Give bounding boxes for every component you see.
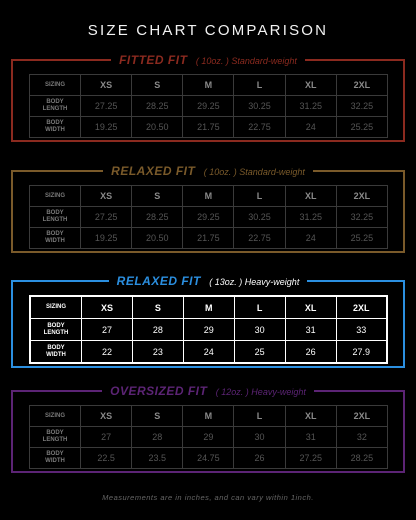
body-length-row [30,427,388,448]
size-m: M [183,296,234,319]
size-m: M [183,75,234,96]
width-s: 23 [132,341,183,364]
sizing-label: SIZING [30,406,81,427]
body-width-label: BODY WIDTH [30,341,82,364]
size-s: S [132,296,183,319]
size-s: S [132,406,183,427]
sizes-header-row [30,186,388,207]
length-m: 29 [183,427,234,448]
length-m: 29.25 [183,207,234,228]
length-2xl: 33 [336,319,387,341]
section-weight-note: ( 10oz. ) Standard-weight [203,167,305,177]
length-xs: 27.25 [81,207,132,228]
section-weight-note: ( 12oz. ) Heavy-weight [215,387,306,397]
relaxed-fit-standard-section [11,164,405,253]
size-table [29,185,388,249]
size-xs: XS [81,186,132,207]
size-2xl: 2XL [336,186,387,207]
length-l: 30 [234,427,285,448]
body-width-label: BODY WIDTH [30,117,81,138]
size-table [29,295,388,364]
length-2xl: 32.25 [336,96,387,117]
width-2xl: 25.25 [336,228,387,249]
length-2xl: 32.25 [336,207,387,228]
length-s: 28.25 [132,207,183,228]
size-m: M [183,186,234,207]
body-length-row [30,207,388,228]
width-xs: 19.25 [81,228,132,249]
body-width-row [30,341,387,364]
length-xl: 31.25 [285,207,336,228]
oversized-fit-section [11,384,405,473]
size-xs: XS [82,296,133,319]
length-s: 28.25 [132,96,183,117]
length-s: 28 [132,427,183,448]
size-xl: XL [285,186,336,207]
length-xl: 31 [285,319,336,341]
size-2xl: 2XL [336,406,387,427]
body-length-label: BODY LENGTH [30,96,81,117]
sizing-label: SIZING [30,296,82,319]
page-title: SIZE CHART COMPARISON [87,22,329,39]
width-l: 26 [234,448,285,469]
width-l: 25 [234,341,285,364]
size-xl: XL [285,406,336,427]
size-xl: XL [285,75,336,96]
length-l: 30 [234,319,285,341]
sizes-header-row [30,406,388,427]
size-xs: XS [81,75,132,96]
width-xl: 24 [285,228,336,249]
width-m: 21.75 [183,228,234,249]
width-m: 24.75 [183,448,234,469]
length-xs: 27 [81,427,132,448]
size-l: L [234,186,285,207]
measurement-disclaimer: Measurements are in inches, and can vary within 1inch. [102,493,314,502]
body-width-label: BODY WIDTH [30,228,81,249]
fitted-fit-section [11,53,405,142]
size-2xl: 2XL [336,296,387,319]
size-l: L [234,75,285,96]
width-xl: 27.25 [285,448,336,469]
width-s: 23.5 [132,448,183,469]
body-length-label: BODY LENGTH [30,207,81,228]
width-l: 22.75 [234,117,285,138]
width-xl: 26 [285,341,336,364]
sizing-label: SIZING [30,186,81,207]
size-l: L [234,296,285,319]
body-width-row [30,117,388,138]
size-2xl: 2XL [336,75,387,96]
sizes-header-row [30,296,387,319]
width-xs: 19.25 [81,117,132,138]
length-l: 30.25 [234,207,285,228]
width-l: 22.75 [234,228,285,249]
size-table [29,74,388,138]
section-title: FITTED FIT [119,53,188,67]
body-width-label: BODY WIDTH [30,448,81,469]
section-weight-note: ( 10oz. ) Standard-weight [195,56,297,66]
width-2xl: 28.25 [336,448,387,469]
length-m: 29.25 [183,96,234,117]
body-width-row [30,228,388,249]
size-s: S [132,75,183,96]
body-length-row [30,319,387,341]
length-xs: 27.25 [81,96,132,117]
width-s: 20.50 [132,228,183,249]
section-title: RELAXED FIT [111,164,196,178]
width-2xl: 25.25 [336,117,387,138]
section-title: RELAXED FIT [116,274,201,288]
relaxed-fit-heavy-section [11,274,405,368]
size-xl: XL [285,296,336,319]
width-2xl: 27.9 [336,341,387,364]
width-m: 24 [183,341,234,364]
size-l: L [234,406,285,427]
body-length-label: BODY LENGTH [30,319,82,341]
length-xs: 27 [82,319,133,341]
width-xl: 24 [285,117,336,138]
length-s: 28 [132,319,183,341]
length-xl: 31.25 [285,96,336,117]
width-m: 21.75 [183,117,234,138]
width-xs: 22 [82,341,133,364]
length-l: 30.25 [234,96,285,117]
size-s: S [132,186,183,207]
section-weight-note: ( 13oz. ) Heavy-weight [209,277,300,287]
width-xs: 22.5 [81,448,132,469]
size-table [29,405,388,469]
length-m: 29 [183,319,234,341]
body-width-row [30,448,388,469]
section-title: OVERSIZED FIT [110,384,208,398]
sizes-header-row [30,75,388,96]
width-s: 20.50 [132,117,183,138]
body-length-label: BODY LENGTH [30,427,81,448]
length-xl: 31 [285,427,336,448]
size-xs: XS [81,406,132,427]
sizing-label: SIZING [30,75,81,96]
length-2xl: 32 [336,427,387,448]
size-m: M [183,406,234,427]
body-length-row [30,96,388,117]
